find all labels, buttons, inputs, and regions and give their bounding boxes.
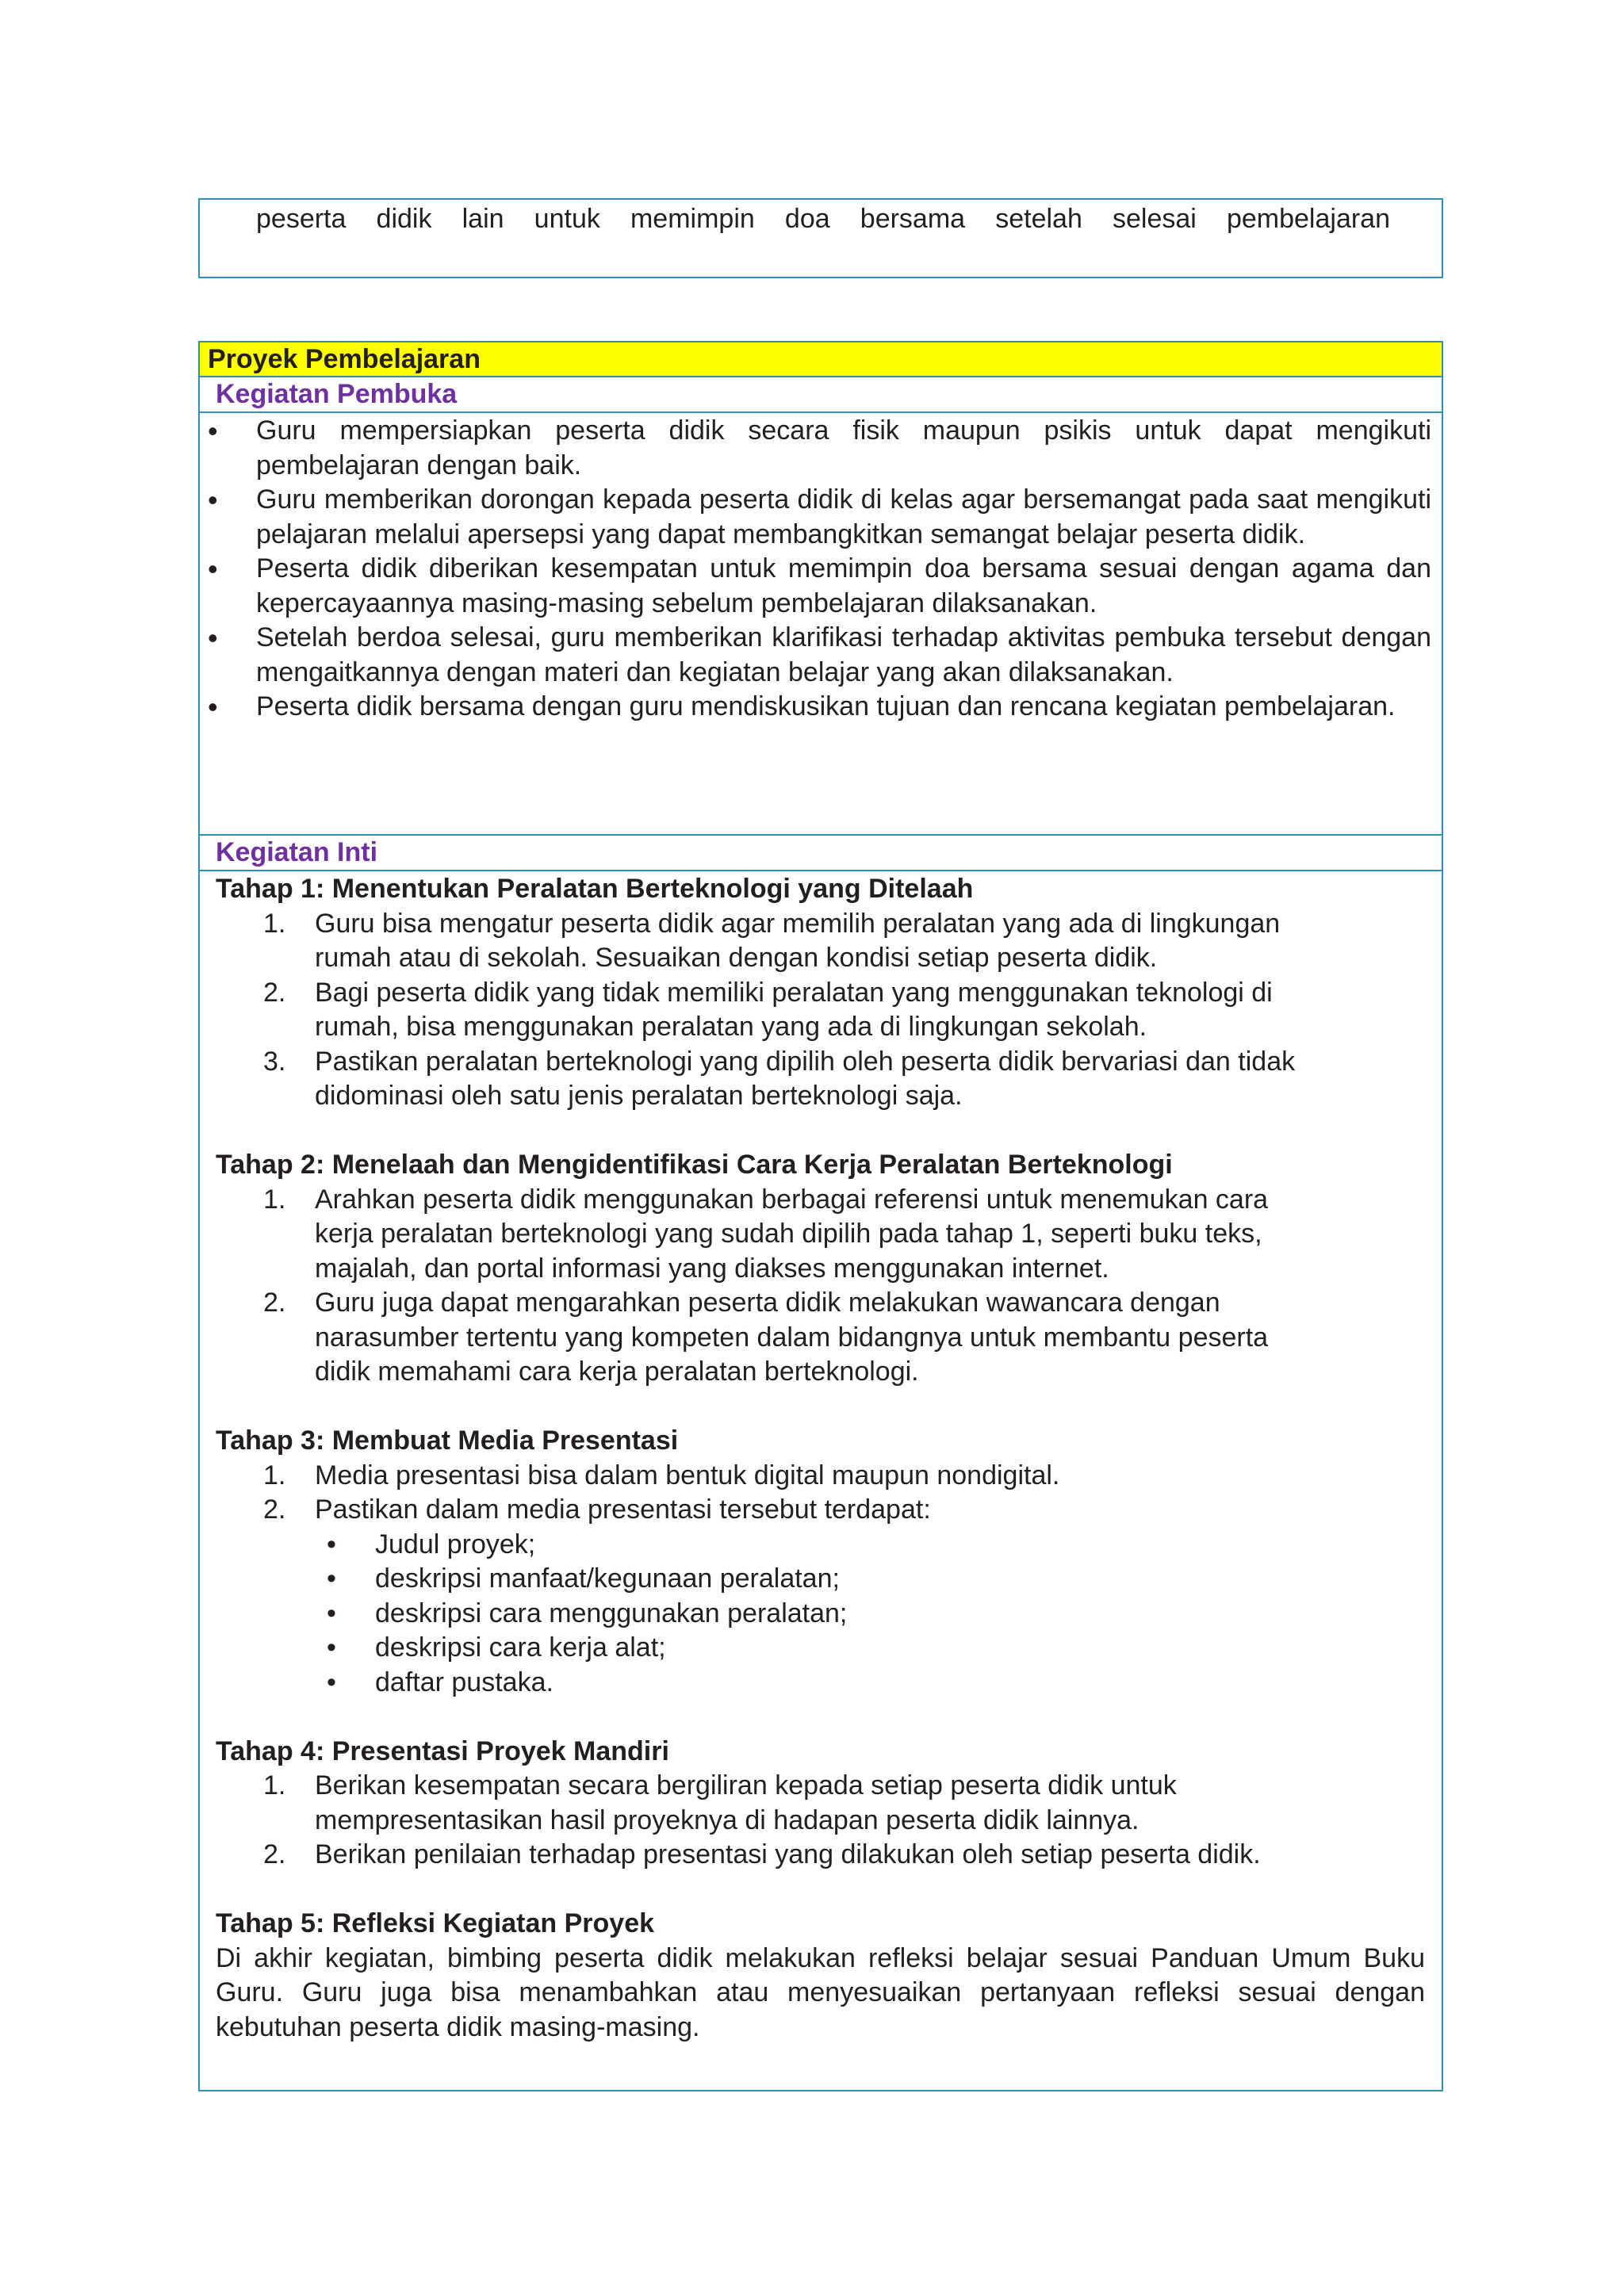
continuation-box <box>198 198 1443 278</box>
reflection-paragraph: Di akhir kegiatan, bimbing peserta didik melakukan refleksi belajar sesuai Panduan Umum Buku Guru. Guru juga bisa menambahkan atau menyesuaikan pertanyaan refleksi sesuai dengan kebutuhan peserta didik masing-masing. <box>216 1942 1425 2042</box>
list-item: 1. Berikan kesempatan secara bergiliran kepada setiap peserta didik untuk mempresentasikan hasil proyeknya di hadapan peserta didik lainnya. <box>263 1770 1177 1835</box>
list-item: 1. Guru bisa mengatur peserta didik agar memilih peralatan yang ada di lingkungan rumah atau di sekolah. Sesuaikan dengan kondisi setiap peserta didik. <box>263 908 1281 973</box>
project-table <box>198 341 1443 2091</box>
section-heading-text: Kegiatan Inti <box>216 837 378 867</box>
stage-title: Tahap 2: Menelaah dan Mengidentifikasi Cara Kerja Peralatan Berteknologi <box>216 1150 1173 1180</box>
sub-list <box>216 1528 1429 1701</box>
list-item: • deskripsi manfaat/kegunaan peralatan; <box>216 1562 1429 1597</box>
stage-steps <box>216 1769 1429 1873</box>
stage-title: Tahap 3: Membuat Media Presentasi <box>216 1425 679 1456</box>
stage-title: Tahap 1: Menentukan Peralatan Berteknologi yang Ditelaah <box>216 874 974 904</box>
list-item: • Guru mempersiapkan peserta didik secara fisik maupun psikis untuk dapat mengikuti pembelajaran dengan baik. <box>200 414 1431 483</box>
continuation-text: peserta didik lain untuk memimpin doa bersama setelah selesai pembelajaran <box>256 204 1390 234</box>
section-heading-pembuka <box>200 377 1442 413</box>
list-item: • Peserta didik bersama dengan guru mendiskusikan tujuan dan rencana kegiatan pembelajaran. <box>200 690 1431 725</box>
pembuka-list <box>200 414 1431 725</box>
list-item: 2. Guru juga dapat mengarahkan peserta didik melakukan wawancara dengan narasumber tertentu yang kompeten dalam bidangnya untuk membantu peserta didik memahami cara kerja peralatan berteknologi. <box>263 1288 1269 1387</box>
list-item: 2. Bagi peserta didik yang tidak memiliki peralatan yang menggunakan teknologi di rumah, bisa menggunakan peralatan yang ada di lingkungan sekolah. <box>263 977 1273 1042</box>
list-item: • deskripsi cara kerja alat; <box>216 1631 1429 1666</box>
table-title: Proyek Pembelajaran <box>208 344 481 374</box>
list-item: 1. Arahkan peserta didik menggunakan berbagai referensi untuk menemukan cara kerja peralatan berteknologi yang sudah dipilih pada tahap 1, seperti buku teks, majalah, dan portal informasi yang diakses menggunakan internet. <box>263 1184 1269 1284</box>
list-item: • Peserta didik diberikan kesempatan untuk memimpin doa bersama sesuai dengan agama dan kepercayaannya masing-masing sebelum pembelajaran dilaksanakan. <box>200 552 1431 621</box>
stage-title: Tahap 5: Refleksi Kegiatan Proyek <box>216 1908 655 1938</box>
list-item: 2. Pastikan dalam media presentasi tersebut terdapat: <box>263 1494 931 1525</box>
stage-steps <box>216 907 1429 1114</box>
list-item: • deskripsi cara menggunakan peralatan; <box>216 1597 1429 1632</box>
table-title-row <box>200 342 1442 377</box>
list-item: • Judul proyek; <box>216 1528 1429 1563</box>
list-item: 3. Pastikan peralatan berteknologi yang dipilih oleh peserta didik bervariasi dan tidak didominasi oleh satu jenis peralatan berteknologi saja. <box>263 1046 1296 1111</box>
section-heading-text: Kegiatan Pembuka <box>216 379 458 409</box>
list-item: 2. Berikan penilaian terhadap presentasi yang dilakukan oleh setiap peserta didik. <box>263 1839 1261 1869</box>
stage-title: Tahap 4: Presentasi Proyek Mandiri <box>216 1735 669 1766</box>
list-item: 1. Media presentasi bisa dalam bentuk digital maupun nondigital. <box>263 1460 1060 1490</box>
inti-content <box>216 872 1429 2045</box>
list-item: • Guru memberikan dorongan kepada peserta didik di kelas agar bersemangat pada saat mengikuti pelajaran melalui apersepsi yang dapat membangkitkan semangat belajar peserta didik. <box>200 483 1431 552</box>
list-item: • Setelah berdoa selesai, guru memberikan klarifikasi terhadap aktivitas pembuka tersebut dengan mengaitkannya dengan materi dan kegiatan belajar yang akan dilaksanakan. <box>200 621 1431 690</box>
section-heading-inti <box>200 834 1442 871</box>
stage-steps <box>216 1183 1429 1390</box>
list-item: • daftar pustaka. <box>216 1666 1429 1701</box>
stage-steps <box>216 1459 1429 1528</box>
